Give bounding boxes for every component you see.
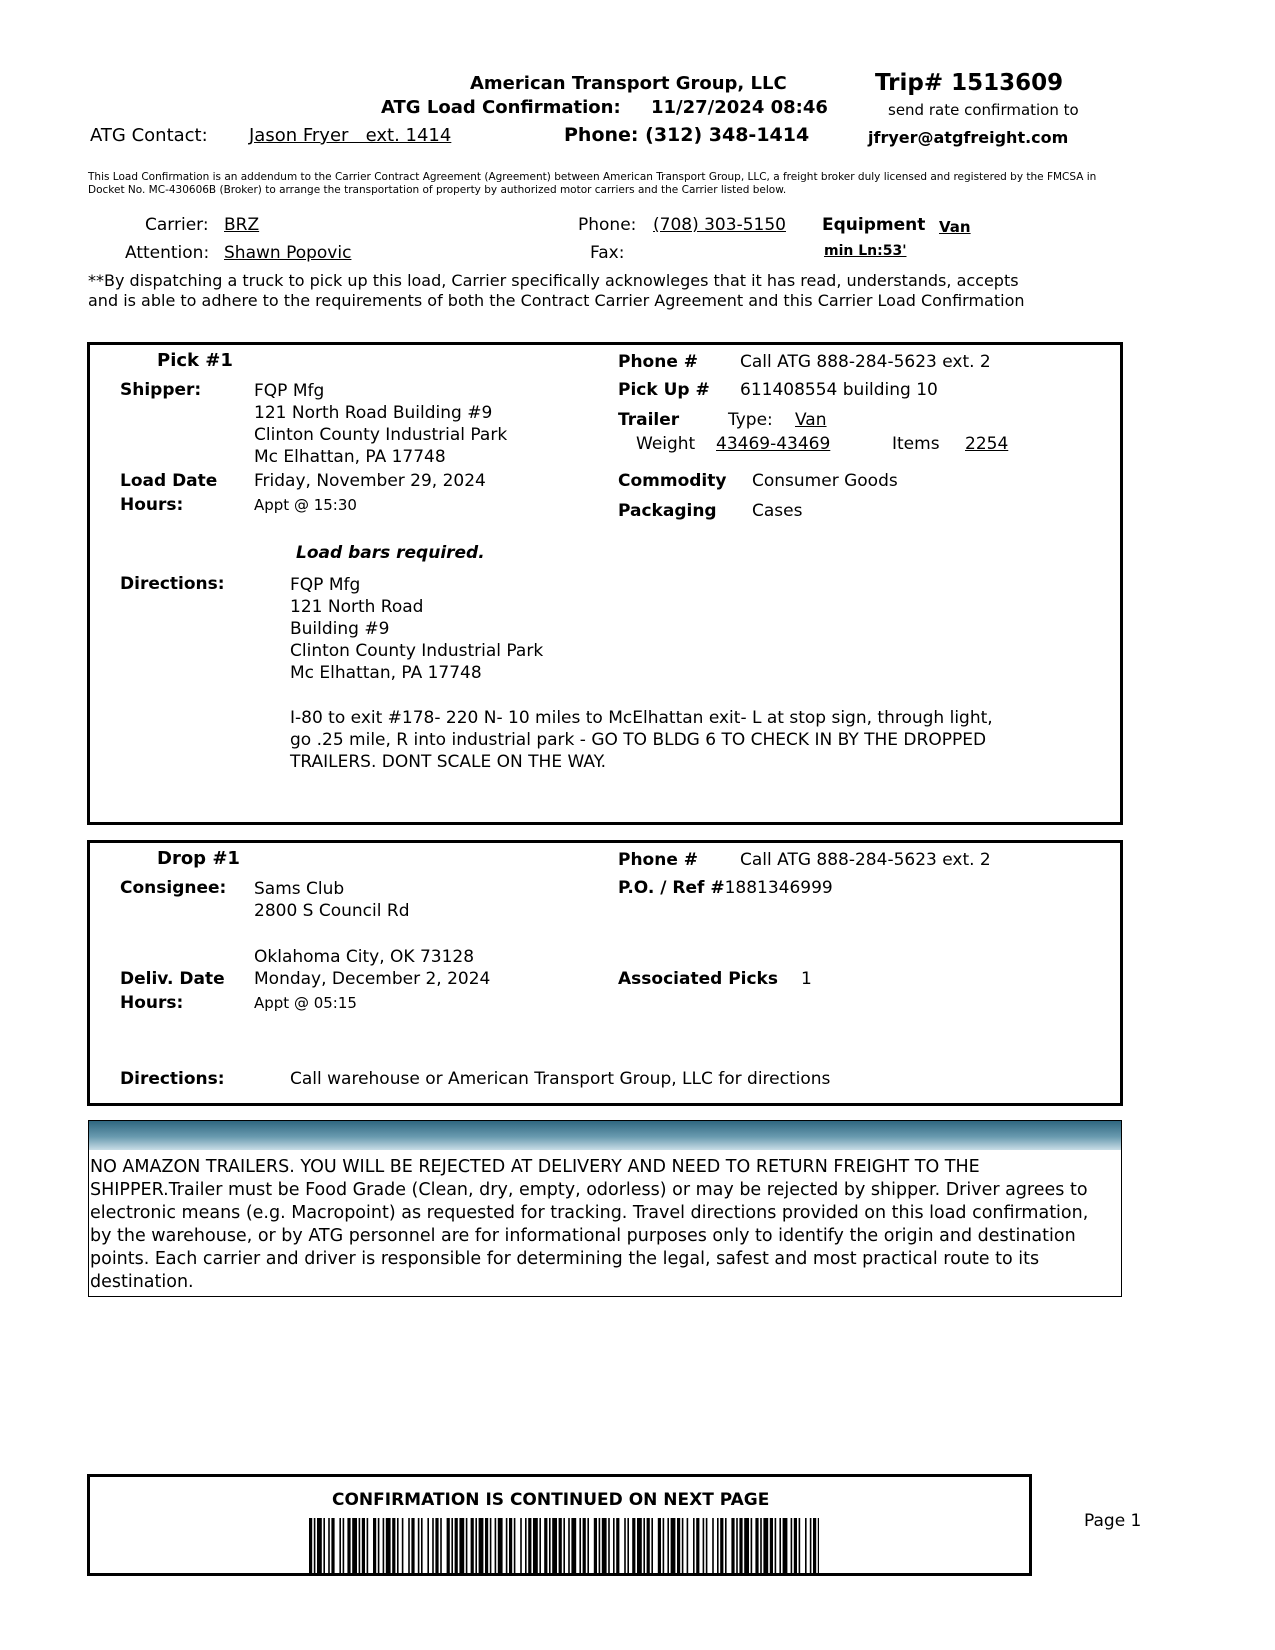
packaging-label: Packaging (618, 501, 717, 521)
barcode-bar (682, 1518, 684, 1574)
barcode-bar (495, 1518, 497, 1574)
pickup-number: 611408554 building 10 (740, 380, 938, 400)
trailer-type: Van (795, 410, 827, 430)
barcode-bar (347, 1518, 350, 1574)
po-ref-value: 1881346999 (724, 878, 833, 898)
barcode-bar (402, 1518, 404, 1574)
barcode-bar (783, 1518, 788, 1574)
consignee-line: Sams Club (254, 879, 345, 899)
attention-value: Shawn Popovic (224, 243, 352, 263)
barcode-bar (751, 1518, 753, 1574)
confirmation-label: ATG Load Confirmation: (381, 97, 621, 118)
deliv-date: Monday, December 2, 2024 (254, 969, 491, 989)
drop-hours: Appt @ 05:15 (254, 994, 357, 1012)
acknowledgement-line-1: **By dispatching a truck to pick up this load, Carrier specifically acknowleges that it has read, understands, accepts (88, 271, 1019, 290)
barcode-bar (427, 1518, 429, 1574)
barcode-bar (544, 1518, 547, 1574)
barcode-bar (632, 1518, 635, 1574)
deliv-date-label: Deliv. Date (120, 969, 225, 989)
barcode-bar (451, 1518, 453, 1574)
associated-picks-label: Associated Picks (618, 969, 778, 989)
barcode-bar (763, 1518, 768, 1574)
barcode-bar (799, 1518, 801, 1574)
drop-directions: Call warehouse or American Transport Group, LLC for directions (290, 1069, 831, 1089)
weight-label: Weight (636, 434, 696, 454)
drop-phone-label: Phone # (618, 850, 699, 870)
barcode-bar (498, 1518, 503, 1574)
barcode-bar (579, 1518, 581, 1574)
barcode-bar (791, 1518, 793, 1574)
barcode-bar (706, 1518, 708, 1574)
barcode-bar (599, 1518, 601, 1574)
barcode-bar (563, 1518, 565, 1574)
drop-title: Drop #1 (157, 848, 240, 869)
barcode-bar (471, 1518, 474, 1574)
barcode-bar (447, 1518, 450, 1574)
contact-label: ATG Contact: (90, 125, 208, 146)
barcode-bar (397, 1518, 399, 1574)
barcode-bar (677, 1518, 680, 1574)
directions-line: FQP Mfg (290, 575, 361, 595)
barcode-bar (693, 1518, 695, 1574)
barcode-bar (813, 1518, 816, 1574)
barcode-bar (647, 1518, 650, 1574)
barcode-bar (309, 1518, 312, 1574)
barcode-bar (818, 1518, 819, 1574)
shipper-label: Shipper: (120, 380, 202, 400)
commodity-label: Commodity (618, 471, 727, 491)
barcode-bar (717, 1518, 719, 1574)
barcode-bar (475, 1518, 477, 1574)
barcode-bar (343, 1518, 345, 1574)
drop-box (87, 840, 1123, 1106)
barcode-bar (667, 1518, 669, 1574)
barcode-bar (408, 1518, 410, 1574)
equipment-label: Equipment (822, 215, 926, 235)
barcode-bar (594, 1518, 597, 1574)
barcode-bar (533, 1518, 538, 1574)
barcode-bar (314, 1518, 316, 1574)
pick-directions-address (290, 574, 543, 684)
barcode-bar (352, 1518, 357, 1574)
route-line: go .25 mile, R into industrial park - GO TO BLDG 6 TO CHECK IN BY THE DROPPED (290, 730, 987, 750)
weight-value: 43469-43469 (716, 434, 831, 454)
barcode-bar (509, 1518, 512, 1574)
barcode-bar (331, 1518, 334, 1574)
fax-label: Fax: (590, 243, 625, 263)
notice-banner (88, 1120, 1122, 1150)
barcode-bar (367, 1518, 369, 1574)
barcode-bar (760, 1518, 762, 1574)
barcode-bar (779, 1518, 781, 1574)
barcode-bar (514, 1518, 516, 1574)
shipper-line: FQP Mfg (254, 381, 325, 401)
pick-directions-label: Directions: (120, 574, 225, 594)
barcode-bar (671, 1518, 676, 1574)
barcode-bar (383, 1518, 385, 1574)
directions-line: Mc Elhattan, PA 17748 (290, 663, 482, 683)
confirmation-datetime: 11/27/2024 08:46 (651, 97, 828, 118)
barcode-bar (359, 1518, 361, 1574)
attention-label: Attention: (125, 243, 210, 263)
route-line: I-80 to exit #178- 220 N- 10 miles to McElhattan exit- L at stop sign, through light, (290, 708, 993, 728)
drop-hours-label: Hours: (120, 993, 184, 1013)
barcode-bar (339, 1518, 341, 1574)
barcode-bar (323, 1518, 325, 1574)
acknowledgement-line-2: and is able to adhere to the requirements of both the Contract Carrier Agreement and this Carrier Load Confirmation (88, 291, 1025, 310)
consignee-label: Consignee: (120, 878, 227, 898)
barcode-bar (568, 1518, 570, 1574)
barcode-bar (770, 1518, 773, 1574)
barcode-bar (362, 1518, 365, 1574)
consignee-address (254, 878, 409, 922)
contact-name: Jason Fryer ext. 1414 (249, 125, 452, 146)
barcode-bar (627, 1518, 629, 1574)
page-number: Page 1 (1084, 1511, 1142, 1531)
drop-directions-label: Directions: (120, 1069, 225, 1089)
barcode-bar (624, 1518, 626, 1574)
po-ref (618, 878, 833, 898)
continued-notice: CONFIRMATION IS CONTINUED ON NEXT PAGE (332, 1490, 770, 1510)
barcode-bar (571, 1518, 576, 1574)
pick-title: Pick #1 (157, 350, 233, 371)
load-date-label: Load Date (120, 471, 218, 491)
barcode-bar (520, 1518, 522, 1574)
barcode-bar (418, 1518, 420, 1574)
directions-line: Building #9 (290, 619, 390, 639)
items-value: 2254 (965, 434, 1009, 454)
barcode-bar (703, 1518, 705, 1574)
barcode-bar (583, 1518, 586, 1574)
barcode-bar (616, 1518, 619, 1574)
pick-route (290, 707, 993, 773)
commodity-value: Consumer Goods (752, 471, 898, 491)
pick-phone-label: Phone # (618, 352, 699, 372)
barcode-bar (552, 1518, 557, 1574)
barcode-bar (613, 1518, 615, 1574)
barcode-bar (455, 1518, 458, 1574)
load-bars-note: Load bars required. (296, 543, 485, 563)
barcode-bar (528, 1518, 531, 1574)
barcode-bar (459, 1518, 464, 1574)
barcode-bar (651, 1518, 653, 1574)
equipment-value: Van (939, 218, 971, 236)
barcode-bar (794, 1518, 797, 1574)
barcode-bar (658, 1518, 661, 1574)
po-ref-label: P.O. / Ref # (618, 878, 725, 898)
barcode-bar (725, 1518, 727, 1574)
pick-hours-label: Hours: (120, 495, 184, 515)
barcode-bar (386, 1518, 391, 1574)
contact-email[interactable]: jfryer@atgfreight.com (868, 128, 1069, 147)
disclaimer: This Load Confirmation is an addendum to the Carrier Contract Agreement (Agreement) between American Transport Group, LLC, a freight broker duly licensed and registered by the FMCSA in Docket No. MC-430606B (Broker) to arrange the transportation of property by authorized motor carriers and the Carrier listed below. (88, 171, 1097, 196)
drop-phone: Call ATG 888-284-5623 ext. 2 (740, 850, 991, 870)
barcode-bar (317, 1518, 322, 1574)
send-rate-text: send rate confirmation to (888, 101, 1079, 119)
barcode-bar (539, 1518, 541, 1574)
barcode-bar (559, 1518, 562, 1574)
trailer-type-label: Type: (728, 410, 773, 430)
barcode-bar (549, 1518, 551, 1574)
barcode (309, 1518, 819, 1574)
barcode-bar (637, 1518, 642, 1574)
barcode-bar (525, 1518, 527, 1574)
shipper-address (254, 380, 507, 468)
pick-hours: Appt @ 15:30 (254, 496, 357, 514)
carrier-value: BRZ (224, 215, 260, 235)
items-label: Items (892, 434, 940, 454)
barcode-bar (490, 1518, 492, 1574)
shipper-line: Clinton County Industrial Park (254, 425, 508, 445)
associated-picks-value: 1 (801, 969, 812, 989)
barcode-bar (378, 1518, 380, 1574)
barcode-bar (435, 1518, 438, 1574)
notice-text: NO AMAZON TRAILERS. YOU WILL BE REJECTED AT DELIVERY AND NEED TO RETURN FREIGHT TO THE SHIPPER.Trailer must be Food Grade (Clean, dry, empty, odorless) or may be rejected by shipper. Driver agrees to electronic means (e.g. Macropoint) as requested for tracking. Travel directions provided on this load confirmation, by the warehouse, or by ATG personnel are for informational purposes only to identify the origin and destination points. Each carrier and driver is responsible for determining the legal, safest and most practical route to its destination. (90, 1157, 1089, 1292)
barcode-bar (687, 1518, 689, 1574)
barcode-bar (392, 1518, 395, 1574)
min-length: min Ln:53' (824, 243, 907, 259)
company-name: American Transport Group, LLC (470, 73, 787, 94)
barcode-bar (739, 1518, 742, 1574)
shipper-line: 121 North Road Building #9 (254, 403, 493, 423)
packaging-value: Cases (752, 501, 803, 521)
barcode-bar (440, 1518, 442, 1574)
barcode-bar (411, 1518, 414, 1574)
barcode-bar (736, 1518, 738, 1574)
pickup-number-label: Pick Up # (618, 380, 710, 400)
carrier-phone-label: Phone: (578, 215, 637, 235)
barcode-bar (696, 1518, 699, 1574)
barcode-bar (805, 1518, 807, 1574)
trailer-label: Trailer (618, 410, 680, 430)
barcode-bar (775, 1518, 777, 1574)
barcode-bar (479, 1518, 484, 1574)
barcode-bar (720, 1518, 723, 1574)
directions-line: 121 North Road (290, 597, 424, 617)
barcode-bar (810, 1518, 812, 1574)
route-line: TRAILERS. DONT SCALE ON THE WAY. (290, 752, 607, 772)
carrier-label: Carrier: (145, 215, 209, 235)
directions-line: Clinton County Industrial Park (290, 641, 544, 661)
barcode-bar (506, 1518, 508, 1574)
barcode-bar (602, 1518, 607, 1574)
barcode-bar (587, 1518, 589, 1574)
shipper-line: Mc Elhattan, PA 17748 (254, 447, 446, 467)
barcode-bar (466, 1518, 468, 1574)
barcode-bar (731, 1518, 734, 1574)
barcode-bar (643, 1518, 645, 1574)
barcode-bar (485, 1518, 488, 1574)
load-date: Friday, November 29, 2024 (254, 471, 486, 491)
barcode-bar (663, 1518, 665, 1574)
contact-phone: Phone: (312) 348-1414 (564, 124, 810, 146)
barcode-bar (755, 1518, 758, 1574)
barcode-bar (421, 1518, 423, 1574)
barcode-bar (744, 1518, 749, 1574)
barcode-bar (608, 1518, 610, 1574)
trip-number: Trip# 1513609 (875, 70, 1064, 96)
barcode-bar (712, 1518, 714, 1574)
consignee-line: 2800 S Council Rd (254, 901, 410, 921)
consignee-city: Oklahoma City, OK 73128 (254, 947, 475, 967)
pick-phone: Call ATG 888-284-5623 ext. 2 (740, 352, 991, 372)
barcode-bar (328, 1518, 330, 1574)
barcode-bar (373, 1518, 376, 1574)
barcode-bar (432, 1518, 434, 1574)
carrier-phone-value: (708) 303-5150 (653, 215, 786, 235)
